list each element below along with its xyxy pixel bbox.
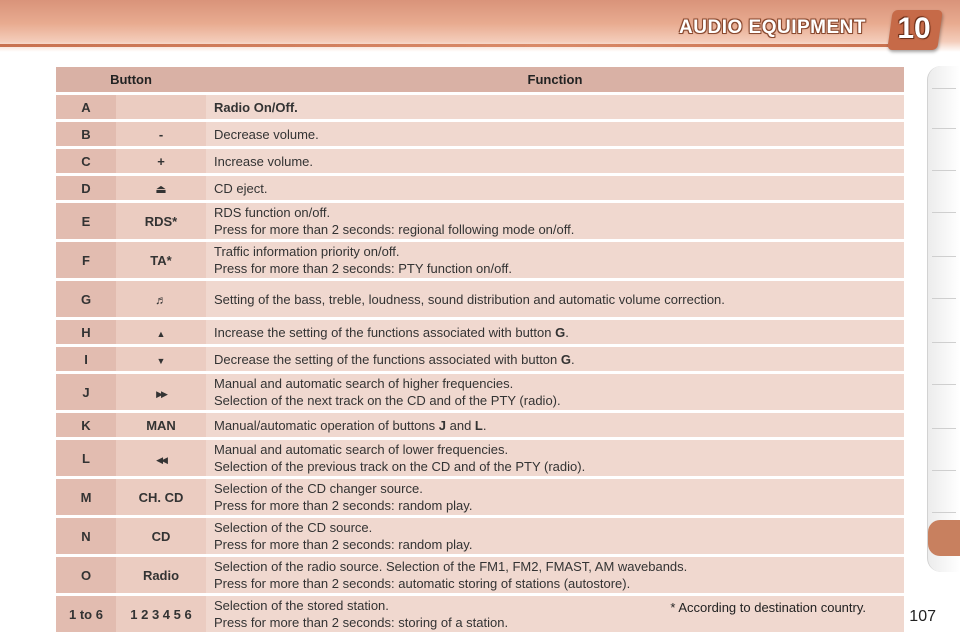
row-function: [206, 413, 904, 437]
row-button: 1 2 3 4 5 6: [116, 596, 206, 632]
row-button: [116, 320, 206, 344]
header-button: Button: [56, 67, 206, 92]
row-letter: M: [56, 479, 116, 515]
side-tab-divider: [932, 256, 956, 257]
row-letter: C: [56, 149, 116, 173]
side-tab-divider: [932, 298, 956, 299]
table-row: [56, 203, 904, 239]
function-line: Selection of the stored station.: [214, 598, 389, 613]
table-row: [56, 479, 904, 515]
page-number: 107: [909, 608, 936, 625]
side-tab-divider: [932, 470, 956, 471]
function-ref: G: [560, 351, 571, 367]
function-line: RDS function on/off.: [214, 205, 331, 220]
eject-icon: ⏏: [155, 181, 167, 196]
function-line: Selection of the CD changer source.: [214, 481, 423, 496]
function-and: and: [446, 417, 475, 433]
function-line: Increase the setting of the functions associated with button: [214, 324, 556, 340]
button-function-table: [56, 64, 904, 635]
row-button: Radio: [116, 557, 206, 593]
header-function: Function: [206, 67, 904, 92]
footnote: * According to destination country.: [670, 600, 866, 615]
table-header-row: [56, 67, 904, 92]
row-function: [206, 281, 904, 317]
function-line: Press for more than 2 seconds: regional following mode on/off.: [214, 222, 575, 237]
row-letter: F: [56, 242, 116, 278]
row-function: [206, 347, 904, 371]
arrow-down-icon: ▼: [156, 355, 166, 366]
header-rule: [0, 44, 900, 47]
row-function: [206, 557, 904, 593]
function-line: Press for more than 2 seconds: random play.: [214, 498, 473, 513]
function-end: .: [482, 417, 487, 433]
row-letter: O: [56, 557, 116, 593]
row-function: [206, 479, 904, 515]
function-line: Traffic information priority on/off.: [214, 244, 400, 259]
table-row: [56, 242, 904, 278]
row-function: [206, 176, 904, 200]
function-line: Manual and automatic search of higher frequencies.: [214, 376, 514, 391]
row-letter: 1 to 6: [56, 596, 116, 632]
row-function: [206, 374, 904, 410]
arrow-up-icon: ▲: [156, 328, 166, 339]
side-tab-divider: [932, 342, 956, 343]
function-line: Selection of the radio source. Selection of the FM1, FM2, FMAST, AM wavebands.: [214, 559, 688, 574]
row-letter: D: [56, 176, 116, 200]
row-function: [206, 95, 904, 119]
table-row: [56, 374, 904, 410]
section-title: AUDIO EQUIPMENT: [679, 17, 866, 38]
function-line: Manual/automatic operation of buttons: [214, 417, 439, 433]
row-button: [116, 176, 206, 200]
row-button: TA*: [116, 242, 206, 278]
row-letter: I: [56, 347, 116, 371]
table-row: [56, 557, 904, 593]
function-line: Selection of the CD source.: [214, 520, 373, 535]
function-line: Radio On/Off.: [214, 99, 298, 115]
side-tab-divider: [932, 128, 956, 129]
function-line: Press for more than 2 seconds: automatic storing of stations (autostore).: [214, 576, 631, 591]
row-letter: H: [56, 320, 116, 344]
table-row: [56, 122, 904, 146]
function-line: Setting of the bass, treble, loudness, sound distribution and automatic volume correction.: [214, 291, 725, 307]
table-row: [56, 149, 904, 173]
function-ref-j: J: [438, 417, 446, 433]
chapter-number: 10: [897, 12, 931, 45]
row-button: [116, 440, 206, 476]
row-function: [206, 122, 904, 146]
side-tab-divider: [932, 428, 956, 429]
function-line: Manual and automatic search of lower frequencies.: [214, 442, 509, 457]
side-tab-strip: [927, 66, 960, 572]
row-function: [206, 518, 904, 554]
row-button: [116, 374, 206, 410]
side-tab-divider: [932, 512, 956, 513]
side-tab-divider: [932, 88, 956, 89]
function-line: Decrease volume.: [214, 126, 319, 142]
row-letter: G: [56, 281, 116, 317]
table-row: [56, 281, 904, 317]
function-ref: G: [555, 324, 566, 340]
rewind-icon: ◀◀: [156, 454, 166, 465]
row-letter: N: [56, 518, 116, 554]
function-line: CD eject.: [214, 180, 268, 196]
function-line: Press for more than 2 seconds: random play.: [214, 537, 473, 552]
row-function: [206, 440, 904, 476]
row-letter: B: [56, 122, 116, 146]
row-button: [116, 281, 206, 317]
row-function: [206, 149, 904, 173]
row-letter: L: [56, 440, 116, 476]
row-button: CD: [116, 518, 206, 554]
row-function: [206, 242, 904, 278]
row-letter: K: [56, 413, 116, 437]
row-letter: A: [56, 95, 116, 119]
function-line: Press for more than 2 seconds: PTY function on/off.: [214, 261, 512, 276]
side-tab-active[interactable]: [928, 520, 960, 556]
row-button: [116, 347, 206, 371]
side-tab-divider: [932, 212, 956, 213]
table-row: [56, 95, 904, 119]
table-row: [56, 518, 904, 554]
function-line: Selection of the previous track on the CD and of the PTY (radio).: [214, 459, 586, 474]
table-row: [56, 320, 904, 344]
side-tab-divider: [932, 170, 956, 171]
row-button: -: [116, 122, 206, 146]
row-button: [116, 95, 206, 119]
function-line: Increase volume.: [214, 153, 313, 169]
table-row: [56, 176, 904, 200]
function-end: .: [571, 351, 575, 367]
row-letter: J: [56, 374, 116, 410]
row-button: RDS*: [116, 203, 206, 239]
side-tab-divider: [932, 384, 956, 385]
table-row: [56, 413, 904, 437]
function-line: Decrease the setting of the functions associated with button: [214, 351, 561, 367]
row-function: [206, 320, 904, 344]
function-ref-l: L: [474, 417, 483, 433]
row-letter: E: [56, 203, 116, 239]
table-row: [56, 347, 904, 371]
function-line: Press for more than 2 seconds: storing of a station.: [214, 615, 509, 630]
row-function: [206, 203, 904, 239]
fast-forward-icon: ▶▶: [156, 388, 166, 399]
row-button: CH. CD: [116, 479, 206, 515]
row-button: +: [116, 149, 206, 173]
row-button: MAN: [116, 413, 206, 437]
table-row: [56, 440, 904, 476]
function-end: .: [565, 324, 569, 340]
function-line: Selection of the next track on the CD and of the PTY (radio).: [214, 393, 561, 408]
music-note-icon: ♬: [155, 292, 167, 307]
